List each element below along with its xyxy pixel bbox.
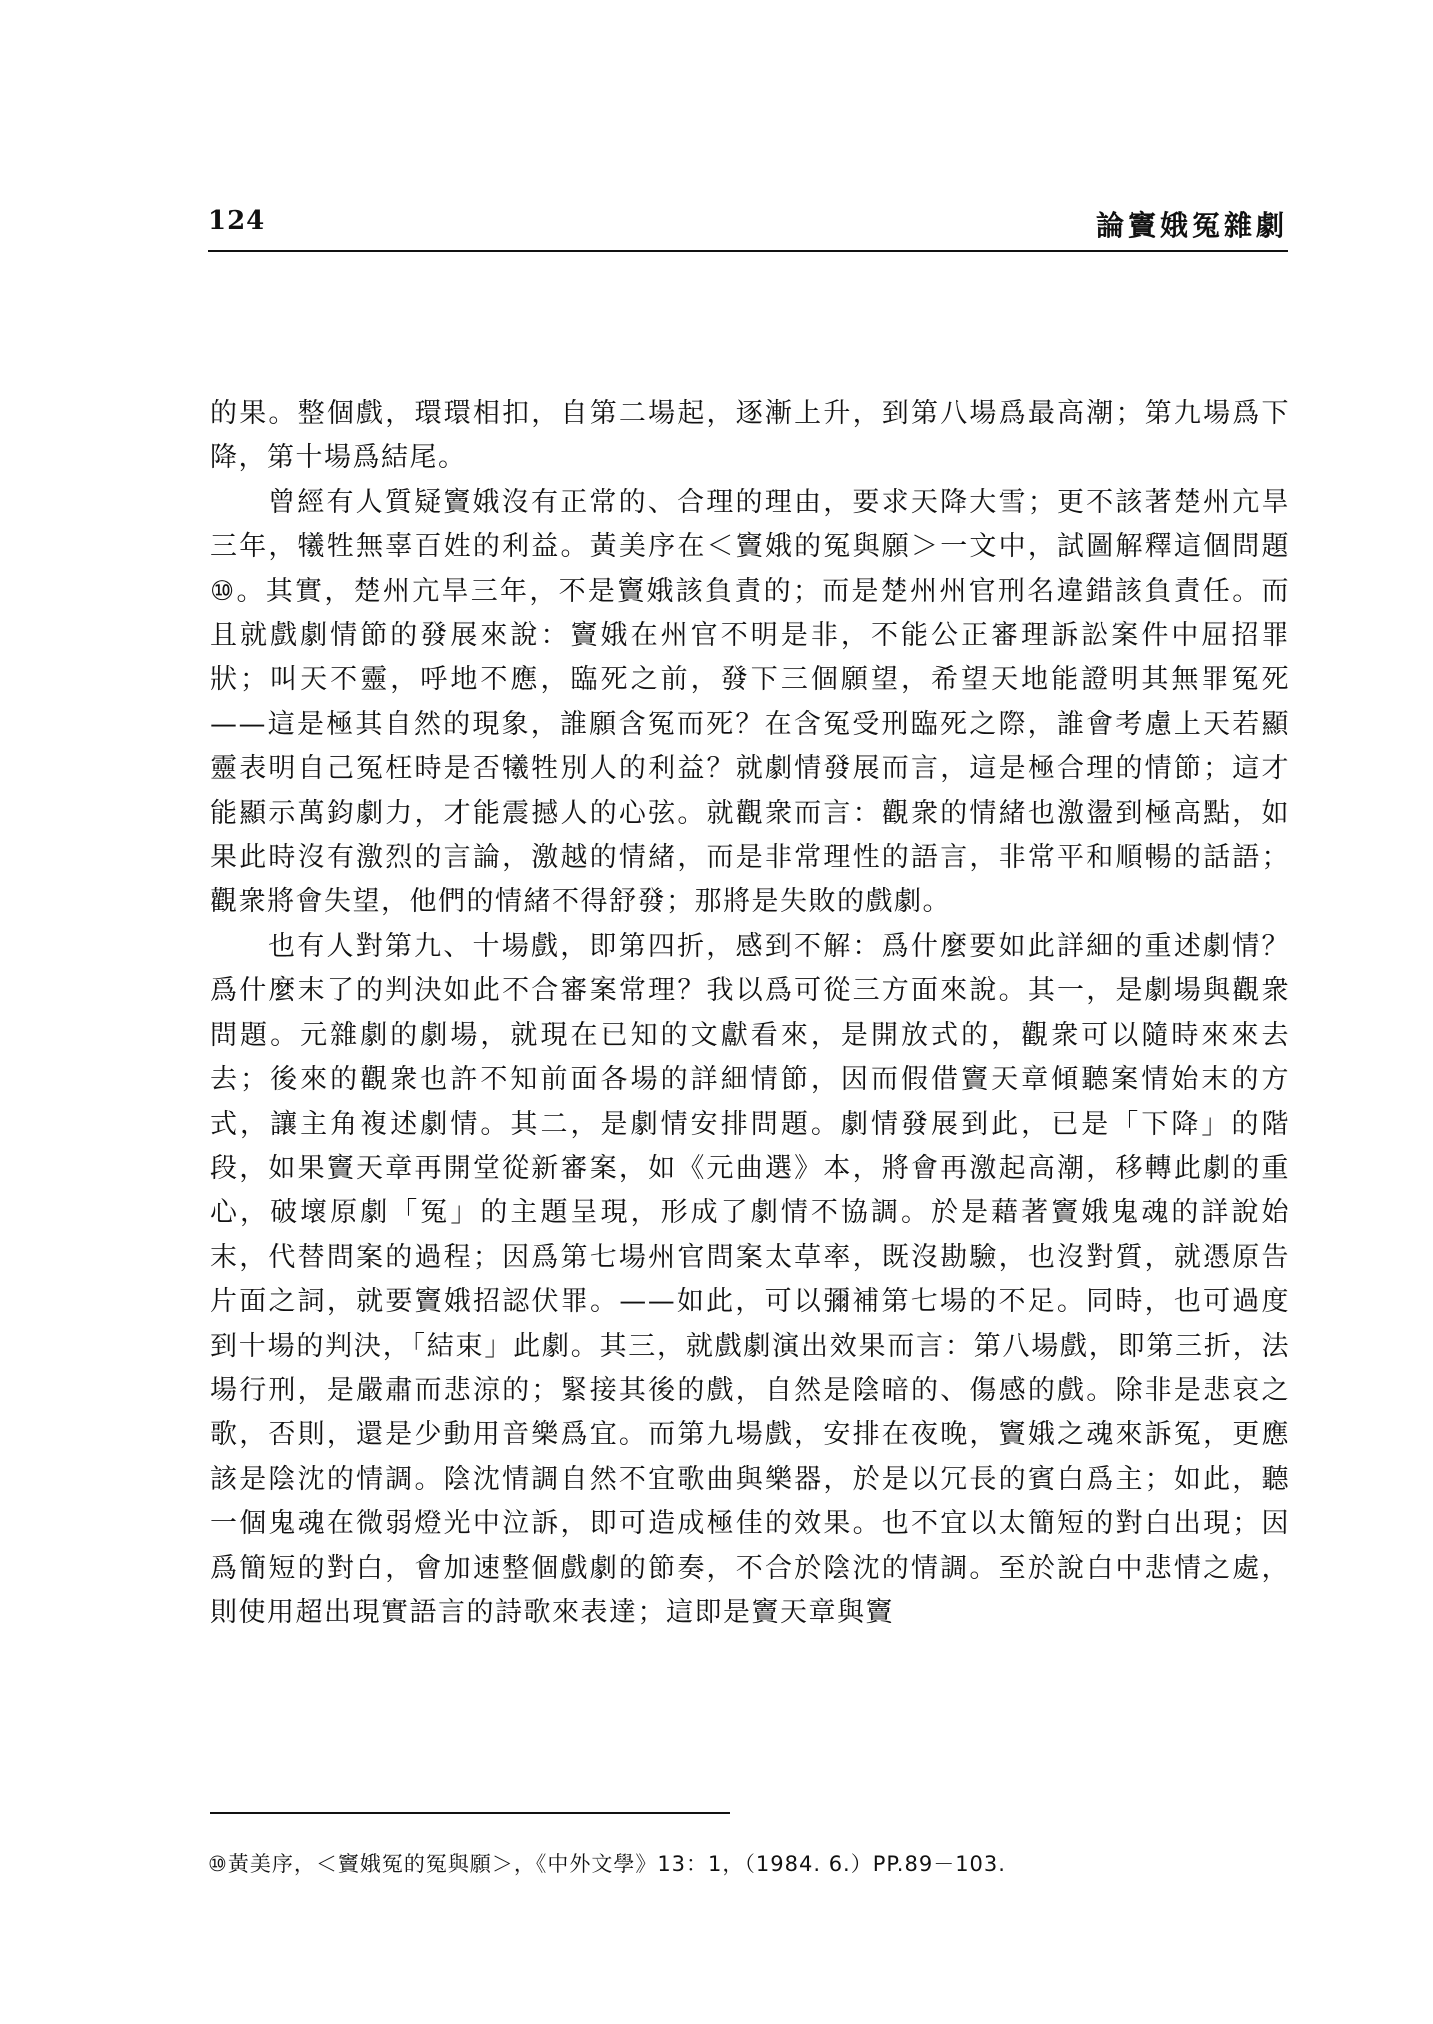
paragraph: 也有人對第九、十場戲，即第四折，感到不解：爲什麼要如此詳細的重述劇情？爲什麼末了的判決如此不合審案常理？我以爲可從三方面來說。其一，是劇場與觀衆問題。元雜劇的劇場，就現在已知的文獻看來，是開放式的，觀衆可以隨時來來去去；後來的觀衆也許不知前面各場的詳細情節，因而假借竇天章傾聽案情始末的方式，讓主角複述劇情。其二，是劇情安排問題。劇情發展到此，已是「下降」的階段，如果竇天章再開堂從新審案，如《元曲選》本，將會再激起高潮，移轉此劇的重心，破壞原劇「冤」的主題呈現，形成了劇情不協調。於是藉著竇娥鬼魂的詳說始末，代替問案的過程；因爲第七場州官問案太草率，既沒勘驗，也沒對質，就憑原告片面之詞，就要竇娥招認伏罪。——如此，可以彌補第七場的不足。同時，也可過度到十場的判決，「結束」此劇。其三，就戲劇演出效果而言：第八場戲，即第三折，法場行刑，是嚴肅而悲涼的；緊接其後的戲，自然是陰暗的、傷感的戲。除非是悲哀之歌，否則，還是少動用音樂爲宜。而第九場戲，安排在夜晚，竇娥之魂來訴冤，更應該是陰沈的情調。陰沈情調自然不宜歌曲與樂器，於是以冗長的賓白爲主；如此，聽一個鬼魂在微弱燈光中泣訴，即可造成極佳的效果。也不宜以太簡短的對白出現；因爲簡短的對白，會加速整個戲劇的節奏，不合於陰沈的情調。至於說白中悲情之處，則使用超出現實語言的詩歌來表達；這即是竇天章與竇 — [210, 930, 1290, 1628]
page-number: 124 — [208, 206, 266, 236]
paragraph: 曾經有人質疑竇娥沒有正常的、合理的理由，要求天降大雪；更不該著楚州亢旱三年，犧牲無辜百姓的利益。黃美序在＜竇娥的冤與願＞一文中，試圖解釋這個問題⑩。其實，楚州亢旱三年，不是竇娥該負責的；而是楚州州官刑名違錯該負責任。而且就戲劇情節的發展來說：竇娥在州官不明是非，不能公正審理訴訟案件中屈招罪狀；叫天不靈，呼地不應，臨死之前，發下三個願望，希望天地能證明其無罪冤死——這是極其自然的現象，誰願含冤而死？在含冤受刑臨死之際，誰會考慮上天若顯靈表明自己冤枉時是否犧牲別人的利益？就劇情發展而言，這是極合理的情節；這才能顯示萬鈞劇力，才能震撼人的心弦。就觀衆而言：觀衆的情緒也激盪到極高點，如果此時沒有激烈的言論，激越的情緒，而是非常理性的語言，非常平和順暢的話語；觀衆將會失望，他們的情緒不得舒發；那將是失敗的戲劇。 — [210, 486, 1290, 918]
footnote-divider — [210, 1812, 730, 1814]
body-text — [210, 392, 1290, 1635]
footnote: ⑩黃美序，＜竇娥冤的冤與願＞，《中外文學》13：1，（1984. 6.）PP.89－103. — [208, 1852, 1006, 1876]
paragraph-continuation: 的果。整個戲，環環相扣，自第二場起，逐漸上升，到第八場爲最高潮；第九場爲下降，第十場爲結尾。 — [210, 398, 1290, 474]
page-header — [208, 206, 1288, 252]
running-title: 論竇娥冤雜劇 — [1095, 209, 1288, 242]
